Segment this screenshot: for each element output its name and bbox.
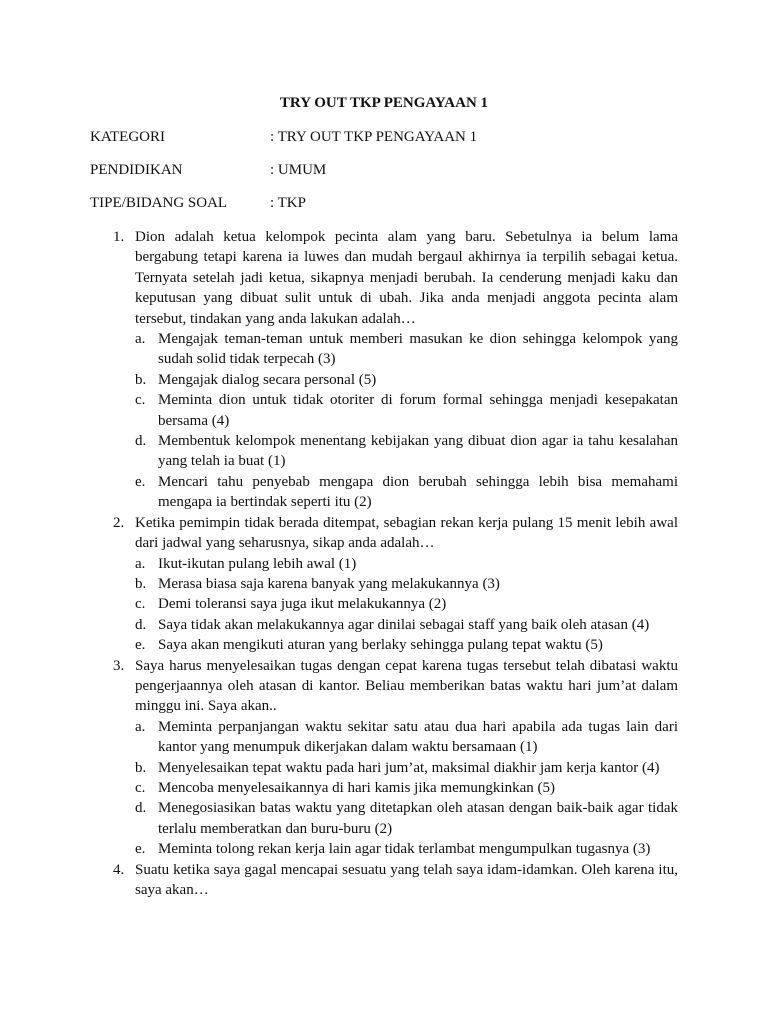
option-text: Saya tidak akan melakukannya agar dinilai sebagai staff yang baik oleh atasan (4): [158, 616, 650, 633]
meta-row-pendidikan: [90, 160, 680, 180]
option-text: Merasa biasa saja karena banyak yang melakukannya (3): [158, 575, 500, 592]
option-letter: d.: [135, 616, 147, 633]
option-item: [135, 758, 678, 778]
option-text: Saya akan mengikuti aturan yang berlaky sehingga pulang tepat waktu (5): [158, 637, 603, 654]
option-item: [135, 574, 678, 594]
question-item: [90, 860, 678, 901]
option-letter: d.: [135, 433, 147, 450]
option-text: Mencari tahu penyebab mengapa dion berubah sehingga lebih bisa memahami mengapa ia bertindak seperti itu (2): [158, 473, 678, 511]
option-text: Menyelesaikan tepat waktu pada hari jum’at, maksimal diakhir jam kerja kantor (4): [158, 759, 660, 776]
question-text: Suatu ketika saya gagal mencapai sesuatu yang telah saya idam-idamkan. Oleh karena itu, saya akan…: [135, 861, 678, 898]
option-letter: c.: [135, 392, 146, 409]
question-item: [90, 513, 678, 656]
meta-label: KATEGORI: [90, 129, 165, 145]
option-letter: a.: [135, 718, 146, 735]
option-letter: e.: [135, 473, 146, 490]
option-item: [135, 329, 678, 370]
document-title: TRY OUT TKP PENGAYAAN 1: [279, 95, 489, 111]
option-item: [135, 554, 678, 574]
option-letter: e.: [135, 637, 146, 654]
question-text: Dion adalah ketua kelompok pecinta alam yang baru. Sebetulnya ia belum lama bergabung tetapi karena ia luwes dan mudah bergaul akhirnya ia terpilih sebagai ketua. Ternyata setelah jadi ketua, sikapnya menjadi berubah. Ia cenderung menjadi kaku dan keputusan yang dibuat sulit untuk di ubah. Jika anda menjadi anggota pecinta alam tersebut, tindakan yang anda lakukan adalah…: [135, 229, 678, 327]
meta-row-tipe-bidang-soal: [90, 193, 680, 213]
question-item: [90, 656, 678, 860]
option-text: Mengajak teman-teman untuk memberi masukan ke dion sehingga kelompok yang sudah solid tidak terpecah (3): [158, 331, 678, 368]
meta-value: : TRY OUT TKP PENGAYAAN 1: [270, 129, 478, 145]
option-item: [135, 594, 678, 614]
option-letter: a.: [135, 331, 146, 348]
meta-label: PENDIDIKAN: [90, 162, 183, 178]
option-item: [135, 390, 678, 431]
option-text: Ikut-ikutan pulang lebih awal (1): [158, 555, 357, 572]
option-list: [135, 554, 678, 656]
option-letter: b.: [135, 575, 147, 592]
question-item: [90, 227, 678, 513]
option-letter: e.: [135, 841, 146, 858]
option-text: Meminta perpanjangan waktu sekitar satu atau dua hari apabila ada tugas lain dari kantor yang menumpuk dikerjakan dalam waktu bersamaan (1): [158, 718, 678, 756]
question-number: 4.: [113, 861, 125, 878]
option-item: [135, 798, 678, 839]
option-item: [135, 370, 678, 390]
option-letter: b.: [135, 371, 147, 388]
option-item: [135, 472, 678, 513]
option-list: [135, 329, 678, 513]
question-number: 2.: [113, 514, 125, 531]
meta-value: : UMUM: [270, 162, 327, 178]
question-number: 1.: [113, 229, 125, 245]
option-letter: b.: [135, 759, 147, 776]
option-item: [135, 778, 678, 798]
option-letter: c.: [135, 596, 146, 613]
option-text: Demi toleransi saya juga ikut melakukannya (2): [158, 596, 447, 613]
question-text: Ketika pemimpin tidak berada ditempat, sebagian rekan kerja pulang 15 menit lebih awal dari jadwal yang seharusnya, sikap anda adalah…: [135, 514, 678, 552]
option-letter: d.: [135, 800, 147, 817]
option-letter: c.: [135, 779, 146, 796]
option-text: Meminta dion untuk tidak otoriter di forum formal sehingga menjadi kesepakatan bersama (4): [158, 392, 678, 429]
option-text: Menegosiasikan batas waktu yang ditetapkan oleh atasan dengan baik-baik agar tidak terlalu memberatkan dan buru-buru (2): [158, 800, 678, 837]
option-text: Meminta tolong rekan kerja lain agar tidak terlambat mengumpulkan tugasnya (3): [158, 841, 651, 858]
question-list: [90, 227, 678, 900]
meta-value: : TKP: [270, 195, 306, 211]
option-text: Mengajak dialog secara personal (5): [158, 371, 377, 388]
option-list: [135, 717, 678, 860]
option-item: [135, 635, 678, 655]
meta-label: TIPE/BIDANG SOAL: [90, 195, 228, 211]
option-item: [135, 717, 678, 758]
question-text: Saya harus menyelesaikan tugas dengan cepat karena tugas tersebut telah dibatasi waktu pengerjaannya oleh atasan di kantor. Beliau memberikan batas waktu hari jum’at dalam minggu ini. Saya akan..: [135, 657, 678, 715]
option-item: [135, 839, 678, 859]
meta-row-kategori: [90, 127, 680, 147]
question-number: 3.: [113, 657, 125, 674]
option-item: [135, 615, 678, 635]
option-letter: a.: [135, 555, 146, 572]
option-text: Membentuk kelompok menentang kebijakan yang dibuat dion agar ia tahu kesalahan yang telah ia buat (1): [158, 433, 678, 470]
option-item: [135, 431, 678, 472]
option-text: Mencoba menyelesaikannya di hari kamis jika memungkinkan (5): [158, 779, 555, 796]
